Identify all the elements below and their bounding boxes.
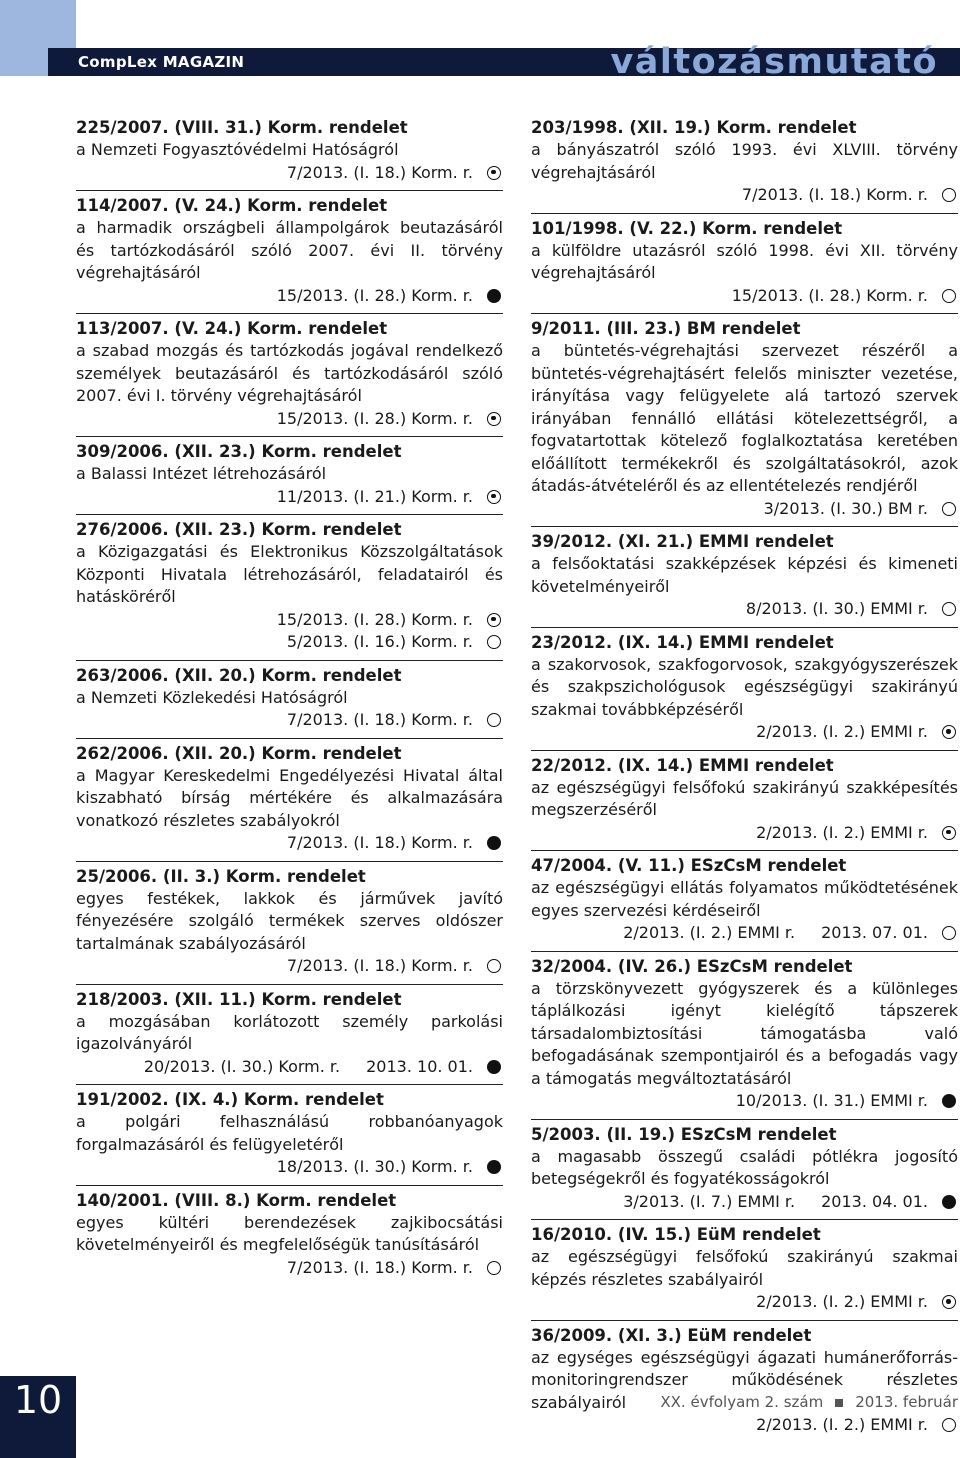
- regulation-entry: [531, 1219, 958, 1320]
- regulation-subject: a Balassi Intézet létrehozásáról: [76, 464, 327, 483]
- amending-reference: [76, 486, 503, 509]
- amending-reference: [531, 1291, 958, 1314]
- regulation-entry: [531, 750, 958, 851]
- regulation-title: 113/2007. (V. 24.) Korm. rendelet: [76, 319, 388, 338]
- regulation-title: 309/2006. (XII. 23.) Korm. rendelet: [76, 442, 402, 461]
- regulation-subject: a külföldre utazásról szóló 1998. évi XII. törvény végrehajtásáról: [531, 240, 958, 282]
- amending-regulation: 15/2013. (I. 28.) Korm. r.: [276, 609, 473, 629]
- regulation-title: 39/2012. (XI. 21.) EMMI rendelet: [531, 532, 834, 551]
- amending-reference: [76, 1056, 503, 1079]
- page-number: 10: [13, 1378, 63, 1422]
- regulation-subject: a harmadik országbeli állampolgárok beutazásáról és tartózkodásáról szóló 2007. évi II. törvény végrehajtásáról: [76, 218, 503, 282]
- regulation-subject: a Magyar Kereskedelmi Engedélyezési Hivatal által kiszabható bírság mértékére és alkalmazására vonatkozó részletes szabályokról: [76, 765, 503, 830]
- regulation-title: 276/2006. (XII. 23.) Korm. rendelet: [76, 520, 402, 539]
- empty-circle-icon: [487, 959, 501, 973]
- dotted-circle-icon: [487, 166, 501, 180]
- regulation-title: 140/2001. (VIII. 8.) Korm. rendelet: [76, 1190, 397, 1210]
- amending-regulation: 20/2013. (I. 30.) Korm. r.: [143, 1056, 341, 1076]
- regulation-entry: [76, 313, 503, 436]
- regulation-subject: a Nemzeti Fogyasztóvédelmi Hatóságról: [76, 140, 399, 159]
- regulation-subject: a törzskönyvezett gyógyszerek és a különleges táplálkozási igényt kielégítő tápszerek társadalombiztosítási támogatásba való befogadásának szempontjairól és a befogadás vagy a támogatás megváltoztatásáról: [531, 978, 958, 1088]
- regulation-title: 32/2004. (IV. 26.) ESzCsM rendelet: [531, 956, 853, 976]
- regulation-entry: [531, 313, 958, 526]
- regulation-subject: az egészségügyi felsőfokú szakirányú szakképesítés megszerzéséről: [531, 777, 958, 819]
- amending-reference: [76, 709, 503, 732]
- footer: [600, 1392, 958, 1412]
- regulation-subject: a szakorvosok, szakfogorvosok, szakgyógyszerészek és szakpszichológusok egészségügyi szakirányú szakmai továbbképzéséről: [531, 654, 958, 719]
- regulation-entry: [76, 984, 503, 1085]
- amending-regulation: 5/2013. (I. 16.) Korm. r.: [286, 632, 473, 651]
- regulation-subject: az egészségügyi ellátás folyamatos működtetésének egyes szervezési kérdéseiről: [531, 878, 958, 920]
- filled-circle-icon: [942, 1195, 956, 1209]
- regulation-subject: a bányászatról szóló 1993. évi XLVIII. törvény végrehajtásáról: [531, 140, 958, 182]
- amending-reference: [76, 832, 503, 855]
- dotted-circle-icon: [942, 826, 956, 840]
- amending-reference: [531, 721, 958, 744]
- regulation-title: 23/2012. (IX. 14.) EMMI rendelet: [531, 632, 834, 652]
- empty-circle-icon: [487, 635, 501, 649]
- amending-reference: [76, 955, 503, 978]
- regulation-title: 47/2004. (V. 11.) ESzCsM rendelet: [531, 856, 847, 875]
- regulation-entry: [76, 660, 503, 738]
- regulation-subject: a büntetés-végrehajtási szervezet részéről a büntetés-végrehajtásért felelős miniszter vezetése, irányítása vagy felügyelete alá tartozó szervek irányában fennálló ellátási kötelezettségről, a fogvatartottak kötelező foglalkoztatása keretében előállított termékekről és szolgáltatásokról, azok átadás-átvételéről és az ellentételezés rendjéről: [531, 341, 958, 495]
- regulation-entry: [76, 190, 503, 313]
- regulation-entry: [76, 861, 503, 984]
- amending-regulation: 7/2013. (I. 18.) Korm. r.: [286, 956, 473, 975]
- left-column: [76, 116, 503, 1285]
- filled-circle-icon: [487, 1060, 501, 1074]
- empty-circle-icon: [487, 713, 501, 727]
- amending-regulation: 18/2013. (I. 30.) Korm. r.: [276, 1157, 473, 1176]
- regulation-entry: [531, 116, 958, 213]
- regulation-entry: [531, 951, 958, 1119]
- empty-circle-icon: [942, 502, 956, 516]
- regulation-entry: [76, 436, 503, 514]
- effective-date: 2013. 10. 01.: [366, 1056, 473, 1076]
- amending-regulation: 3/2013. (I. 7.) EMMI r.: [623, 1191, 796, 1211]
- regulation-subject: a Nemzeti Közlekedési Hatóságról: [76, 687, 348, 707]
- amending-reference: [531, 498, 958, 521]
- amending-reference: [531, 1191, 958, 1214]
- amending-reference: [531, 922, 958, 945]
- empty-circle-icon: [942, 1418, 956, 1432]
- regulation-subject: egyes kültéri berendezések zajkibocsátási követelményeiről és megfelelőségük tanúsításáról: [76, 1212, 503, 1254]
- amending-regulation: 3/2013. (I. 30.) BM r.: [763, 498, 928, 518]
- regulation-title: 262/2006. (XII. 20.) Korm. rendelet: [76, 743, 402, 763]
- regulation-title: 25/2006. (II. 3.) Korm. rendelet: [76, 866, 366, 886]
- dotted-circle-icon: [487, 613, 501, 627]
- regulation-title: 218/2003. (XII. 11.) Korm. rendelet: [76, 989, 402, 1009]
- regulation-title: 191/2002. (IX. 4.) Korm. rendelet: [76, 1090, 384, 1109]
- amending-regulation: 10/2013. (I. 31.) EMMI r.: [735, 1091, 928, 1110]
- amending-reference: [76, 1257, 503, 1280]
- amending-regulation: 7/2013. (I. 18.) Korm. r.: [286, 162, 473, 182]
- section-title: változásmutató: [610, 42, 938, 82]
- regulation-title: 263/2006. (XII. 20.) Korm. rendelet: [76, 665, 402, 685]
- right-column: [531, 116, 958, 1443]
- filled-circle-icon: [487, 1160, 501, 1174]
- regulation-entry: [531, 526, 958, 627]
- amending-reference: [531, 184, 958, 207]
- amending-reference: [531, 1090, 958, 1113]
- amending-reference: [531, 285, 958, 308]
- amending-regulation: 8/2013. (I. 30.) EMMI r.: [745, 599, 928, 618]
- regulation-title: 5/2003. (II. 19.) ESzCsM rendelet: [531, 1124, 837, 1144]
- regulation-subject: a mozgásában korlátozott személy parkolási igazolványáról: [76, 1011, 503, 1053]
- amending-regulation: 15/2013. (I. 28.) Korm. r.: [731, 285, 928, 305]
- effective-date: 2013. 04. 01.: [821, 1191, 928, 1211]
- regulation-title: 203/1998. (XII. 19.) Korm. rendelet: [531, 118, 857, 137]
- magazine-title: CompLex MAGAZIN: [78, 53, 245, 71]
- amending-regulation: 7/2013. (I. 18.) Korm. r.: [286, 833, 473, 852]
- amending-regulation: 2/2013. (I. 2.) EMMI r.: [756, 1415, 928, 1434]
- dotted-circle-icon: [487, 490, 501, 504]
- regulation-title: 114/2007. (V. 24.) Korm. rendelet: [76, 196, 388, 215]
- footer-separator-square: [835, 1399, 843, 1407]
- amending-reference: [76, 609, 503, 632]
- regulation-entry: [76, 116, 503, 190]
- amending-reference: [531, 822, 958, 845]
- amending-regulation: 2/2013. (I. 2.) EMMI r.: [756, 722, 928, 741]
- filled-circle-icon: [942, 1094, 956, 1108]
- filled-circle-icon: [487, 836, 501, 850]
- amending-reference: [76, 1156, 503, 1179]
- regulation-subject: az egészségügyi felsőfokú szakirányú szakmai képzés részletes szabályairól: [531, 1247, 958, 1289]
- regulation-subject: a szabad mozgás és tartózkodás jogával rendelkező személyek beutazásáról és tartózkodásáról szóló 2007. évi I. törvény végrehajtásáról: [76, 341, 503, 405]
- empty-circle-icon: [487, 1261, 501, 1275]
- regulation-subject: a felsőoktatási szakképzések képzési és kimeneti követelményeiről: [531, 554, 958, 596]
- dotted-circle-icon: [487, 412, 501, 426]
- amending-regulation: 2/2013. (I. 2.) EMMI r.: [756, 822, 928, 842]
- amending-reference: [76, 408, 503, 431]
- empty-circle-icon: [942, 926, 956, 940]
- footer-date: 2013. február: [855, 1393, 958, 1411]
- regulation-title: 16/2010. (IV. 15.) EüM rendelet: [531, 1225, 821, 1244]
- filled-circle-icon: [487, 289, 501, 303]
- regulation-subject: a Közigazgatási és Elektronikus Közszolgáltatások Központi Hivatala létrehozásáról, feladatairól és hatásköréről: [76, 542, 503, 606]
- regulation-entry: [531, 213, 958, 314]
- regulation-subject: egyes festékek, lakkok és járművek javító fényezésére szolgáló termékek szerves oldószer tartalmának szabályozásáról: [76, 888, 503, 953]
- regulation-entry: [76, 1185, 503, 1286]
- footer-volume: XX. évfolyam 2. szám: [660, 1393, 824, 1411]
- dotted-circle-icon: [942, 725, 956, 739]
- effective-date: 2013. 07. 01.: [821, 923, 928, 942]
- amending-regulation: 11/2013. (I. 21.) Korm. r.: [276, 486, 473, 506]
- regulation-subject: a magasabb összegű családi pótlékra jogosító betegségekről és fogyatékosságokról: [531, 1146, 958, 1188]
- amending-regulation: 2/2013. (I. 2.) EMMI r.: [756, 1292, 928, 1311]
- amending-regulation: 15/2013. (I. 28.) Korm. r.: [276, 408, 473, 428]
- amending-regulation: 15/2013. (I. 28.) Korm. r.: [276, 285, 473, 305]
- regulation-entry: [531, 850, 958, 951]
- empty-circle-icon: [942, 289, 956, 303]
- amending-reference: [76, 162, 503, 185]
- regulation-title: 225/2007. (VIII. 31.) Korm. rendelet: [76, 118, 408, 137]
- amending-regulation: 7/2013. (I. 18.) Korm. r.: [286, 710, 473, 729]
- regulation-title: 101/1998. (V. 22.) Korm. rendelet: [531, 218, 843, 238]
- regulation-entry: [531, 1320, 958, 1443]
- amending-reference: [76, 631, 503, 654]
- regulation-subject: a polgári felhasználású robbanóanyagok forgalmazásáról és felügyeletéről: [76, 1112, 503, 1154]
- regulation-entry: [76, 1084, 503, 1185]
- amending-regulation: 7/2013. (I. 18.) Korm. r.: [286, 1257, 473, 1277]
- amending-regulation: 7/2013. (I. 18.) Korm. r.: [741, 185, 928, 204]
- amending-reference: [531, 1414, 958, 1437]
- regulation-title: 22/2012. (IX. 14.) EMMI rendelet: [531, 755, 834, 775]
- regulation-entry: [531, 1119, 958, 1220]
- dotted-circle-icon: [942, 1295, 956, 1309]
- regulation-title: 9/2011. (III. 23.) BM rendelet: [531, 319, 801, 338]
- regulation-entry: [531, 627, 958, 750]
- empty-circle-icon: [942, 188, 956, 202]
- amending-regulation: 2/2013. (I. 2.) EMMI r.: [623, 923, 796, 942]
- regulation-entry: [76, 514, 503, 660]
- regulation-entry: [76, 738, 503, 861]
- amending-reference: [531, 598, 958, 621]
- regulation-subject: az egységes egészségügyi ágazati humánerőforrás-monitoringrendszer működésének részletes szabályairól: [531, 1347, 958, 1412]
- empty-circle-icon: [942, 602, 956, 616]
- regulation-title: 36/2009. (XI. 3.) EüM rendelet: [531, 1325, 812, 1345]
- amending-reference: [76, 285, 503, 308]
